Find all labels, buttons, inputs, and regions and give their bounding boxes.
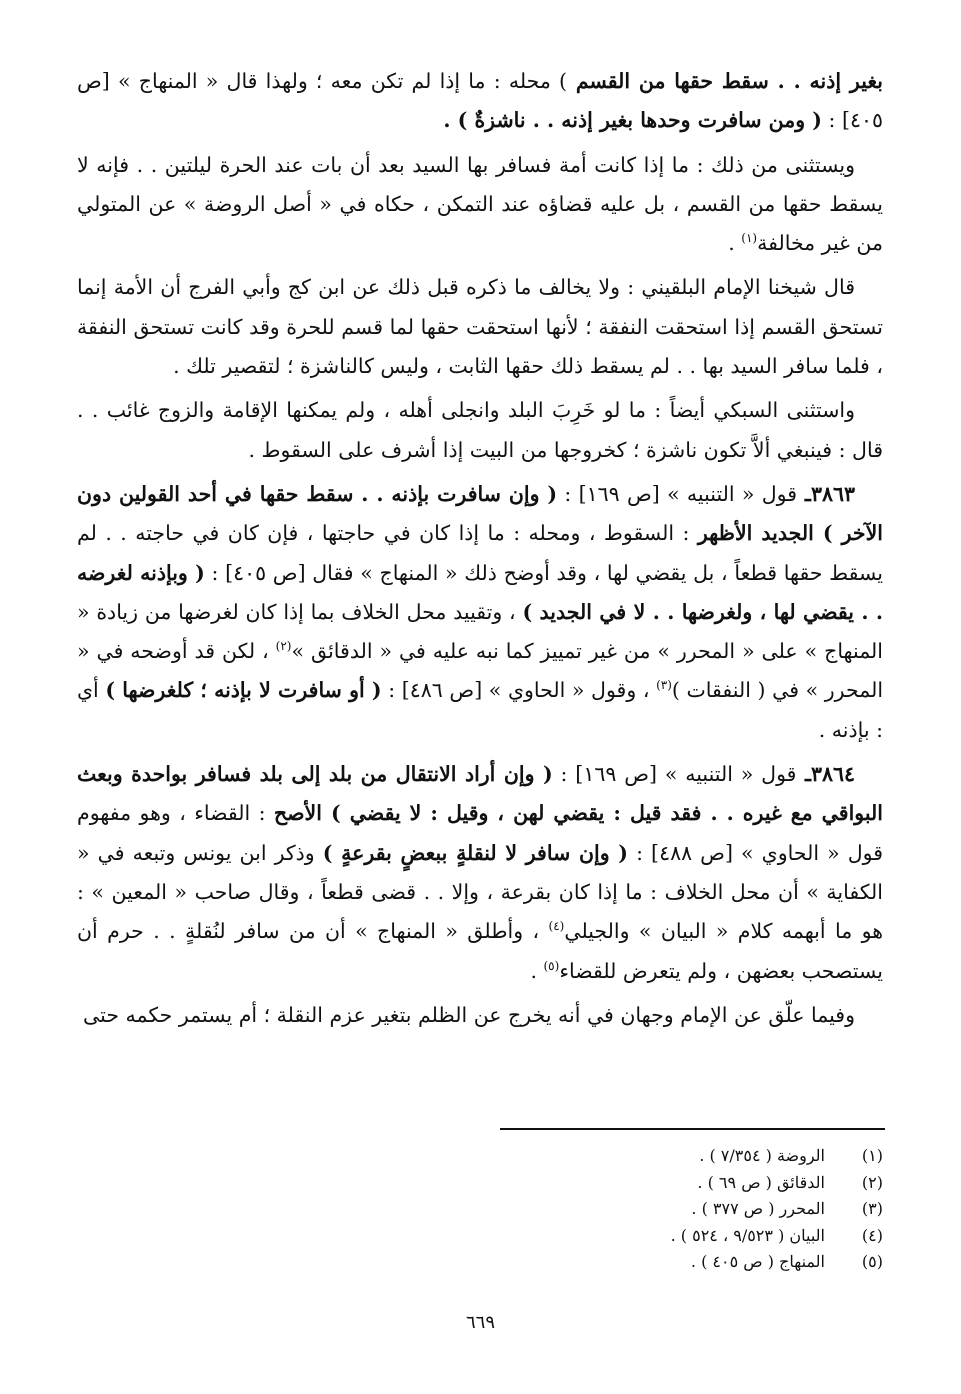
footnotes [77,1143,883,1276]
footnote-reference: (٢) [275,639,292,654]
footnote [77,1143,883,1170]
footnote-number: (٣) [861,1199,883,1218]
text-segment: . [728,231,742,256]
text-segment: ) محله : ما إذا لم تكن معه ؛ ولهذا قال « المنهاج » [ص ٤٠٥] : [77,69,883,133]
bold-text: ( وإن سافر لا لنقلةٍ ببعضٍ بقرعةٍ ) [322,840,628,865]
bold-text: بغير إذنه . . سقط حقها من القسم [567,69,883,93]
text-segment: . [530,958,544,983]
text-segment: ، وأطلق « المنهاج » أن من سافر لنُقلةٍ . . حرم أن يستصحب بعضهن ، ولم يتعرض للقضاء [77,919,883,983]
footnote-text: الروضة ( ٧/٣٥٤ ) . [699,1146,825,1165]
text-segment: قال شيخنا الإمام البلقيني : ولا يخالف ما ذكره قبل ذلك عن ابن كج وأبي الفرج أن الأمة إنما تستحق القسم إذا استحقت النفقة ؛ لأنها استحقت حقها لما قسم للحرة وقد كانت تستحق النفقة ، فلما سافر السيد بها . . لم يسقط ذلك حقها الثابت ، وليس كالناشزة ؛ لتقصير تلك . [77,275,883,379]
page-number: ٦٦٩ [465,1312,495,1333]
footnote-text: المحرر ( ص ٣٧٧ ) . [691,1199,825,1218]
text-segment: قول « التنبيه » [ص ١٦٩] : [557,481,798,506]
bold-text: ( وإن أراد الانتقال من بلد إلى بلد فسافر بواحدة وبعث البواقي مع غيره . . فقد قيل : يقضي لهن ، وقيل : لا يقضي ) الأصح [77,762,883,826]
text-segment: : القضاء ، وهو مفهوم قول « الحاوي » [ص ٤٨٨] : [77,801,883,865]
text-segment: وذكر ابن يونس وتبعه في « الكفاية » أن محل الخلاف : ما إذا كان بقرعة ، وإلا . . قضى قطعاً ، وقال صاحب « المعين » : هو ما أبهمه كلام « البيان » والجيلي [77,840,884,944]
footnote-number: (٤) [861,1225,883,1245]
bold-text: ( ومن سافرت وحدها بغير إذنه . . ناشزةٌ ) . [443,108,823,133]
text-segment: : السقوط ، ومحله : ما إذا كان في حاجتها ، فإن كان في حاجته . . لم يسقط حقها قطعاً ، بل يقضي لها ، وقد أوضح ذلك « المنهاج » فقال [ص ٤٠٥] : [77,521,883,585]
bold-text: ( وإن سافرت بإذنه . . سقط حقها في أحد القولين دون الآخر ) الجديد الأظهر [77,481,883,546]
footnote [77,1223,883,1250]
paragraph [77,755,883,991]
footnote [77,1196,883,1223]
footnote-reference: (١) [741,231,758,246]
footnote-text: الدقائق ( ص ٦٩ ) . [697,1172,825,1192]
text-segment: ويستثنى من ذلك : ما إذا كانت أمة فسافر بها السيد بعد أن بات عند الحرة ليلتين . . فإنه لا يسقط حقها من القسم ، بل عليه قضاؤه عند التمكن ، حكاه في « أصل الروضة » عن المتولي من غير مخالفة [77,152,883,256]
bold-text: ٣٨٦٣ـ [797,481,855,506]
bold-text: ( أو سافرت لا بإذنه ؛ كلغرضها ) [105,678,382,703]
footnote-text: البيان ( ٩/٥٢٣ ، ٥٢٤ ) . [670,1225,825,1245]
footnote-number: (٢) [861,1172,883,1192]
text-segment: واستثنى السبكي أيضاً : ما لو خَرِبَ البلد وانجلى أهله ، ولم يمكنها الإقامة والزوج غائب . . قال : فينبغي ألاَّ تكون ناشزة ؛ كخروجها من البيت إذا أشرف على السقوط . [77,398,883,462]
footnote-reference: (٣) [656,678,672,693]
text-segment: ، لكن قد أوضحه في « المحرر » في ( النفقات ) [77,639,884,703]
paragraph [77,996,883,1035]
text-segment: ، وقول « الحاوي » [ص ٤٨٦] : [381,678,657,703]
paragraph [77,475,883,750]
bold-text: ( وبإذنه لغرضه . . يقضي لها ، ولغرضها . . لا في الجديد ) [77,560,883,624]
text-segment: أي : بإذنه . [77,678,883,742]
text-segment: وفيما علّق عن الإمام وجهان في أنه يخرج عن الظلم بتغير عزم النقلة ؛ أم يستمر حكمه حتى [83,1002,855,1027]
bold-text: ٣٨٦٤ـ [796,762,855,787]
paragraph [77,391,883,470]
main-text [77,62,883,1040]
text-segment: ، وتقييد محل الخلاف بما إذا كان لغرضها من زيادة « المنهاج » على « المحرر » من غير تمييز كما نبه عليه في « الدقائق » [77,599,883,664]
footnote-reference: (٤) [548,919,565,934]
footnote-number: (١) [861,1146,883,1165]
footnote-separator [500,1128,885,1130]
paragraph [77,62,883,141]
footnote [77,1170,883,1197]
paragraph [77,268,883,386]
footnote-reference: (٥) [543,958,560,973]
footnote [77,1249,883,1276]
footnote-number: (٥) [861,1252,883,1271]
text-segment: قول « التنبيه » [ص ١٦٩] : [552,762,797,787]
footnote-text: المنهاج ( ص ٤٠٥ ) . [690,1252,825,1271]
paragraph [77,146,883,264]
